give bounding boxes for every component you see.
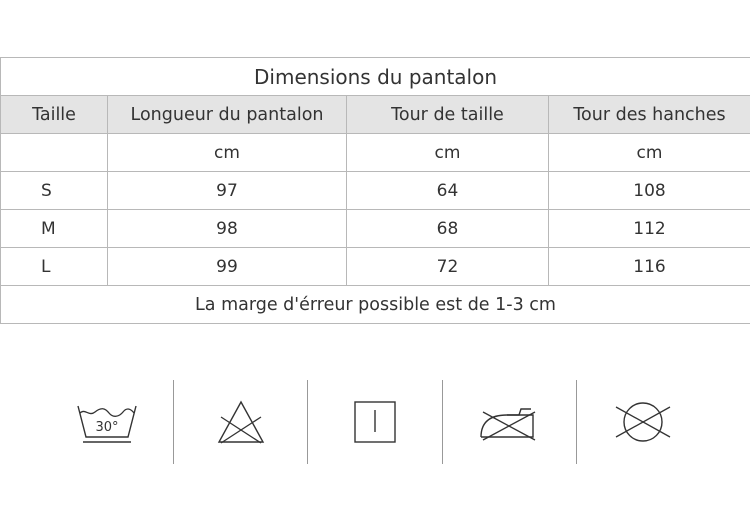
hips-cell: 116	[549, 248, 750, 286]
waist-cell: 68	[347, 210, 549, 248]
length-cell: 97	[108, 172, 347, 210]
table-row	[1, 248, 750, 286]
header-hips: Tour des hanches	[549, 96, 750, 134]
care-cell-bleach	[174, 380, 308, 464]
header-waist: Tour de taille	[347, 96, 549, 134]
line-dry-icon	[352, 399, 398, 445]
waist-cell: 64	[347, 172, 549, 210]
unit-size	[1, 134, 108, 172]
care-cell-wash	[40, 380, 174, 464]
care-cell-dry-clean	[577, 380, 710, 464]
hips-cell: 108	[549, 172, 750, 210]
length-cell: 99	[108, 248, 347, 286]
unit-waist: cm	[347, 134, 549, 172]
wash-temperature-label: 30°	[95, 420, 119, 435]
table-row	[1, 172, 750, 210]
unit-hips: cm	[549, 134, 750, 172]
care-cell-dry	[308, 380, 442, 464]
header-size: Taille	[1, 96, 108, 134]
size-chart-table	[0, 57, 750, 324]
care-instructions	[40, 380, 710, 464]
waist-cell: 72	[347, 248, 549, 286]
do-not-iron-icon	[477, 399, 541, 445]
table-title: Dimensions du pantalon	[1, 58, 750, 96]
size-cell: L	[1, 248, 108, 286]
size-cell: M	[1, 210, 108, 248]
note-row	[1, 286, 750, 324]
unit-length: cm	[108, 134, 347, 172]
table-row	[1, 210, 750, 248]
do-not-dry-clean-icon	[611, 399, 675, 445]
length-cell: 98	[108, 210, 347, 248]
care-cell-iron	[443, 380, 577, 464]
wash-30-icon	[75, 399, 139, 445]
units-row	[1, 134, 750, 172]
bleach-not-allowed-icon	[215, 399, 267, 445]
size-cell: S	[1, 172, 108, 210]
error-margin-note: La marge d'érreur possible est de 1-3 cm	[1, 286, 750, 324]
table-header-row	[1, 96, 750, 134]
table-title-row	[1, 58, 750, 96]
header-length: Longueur du pantalon	[108, 96, 347, 134]
hips-cell: 112	[549, 210, 750, 248]
